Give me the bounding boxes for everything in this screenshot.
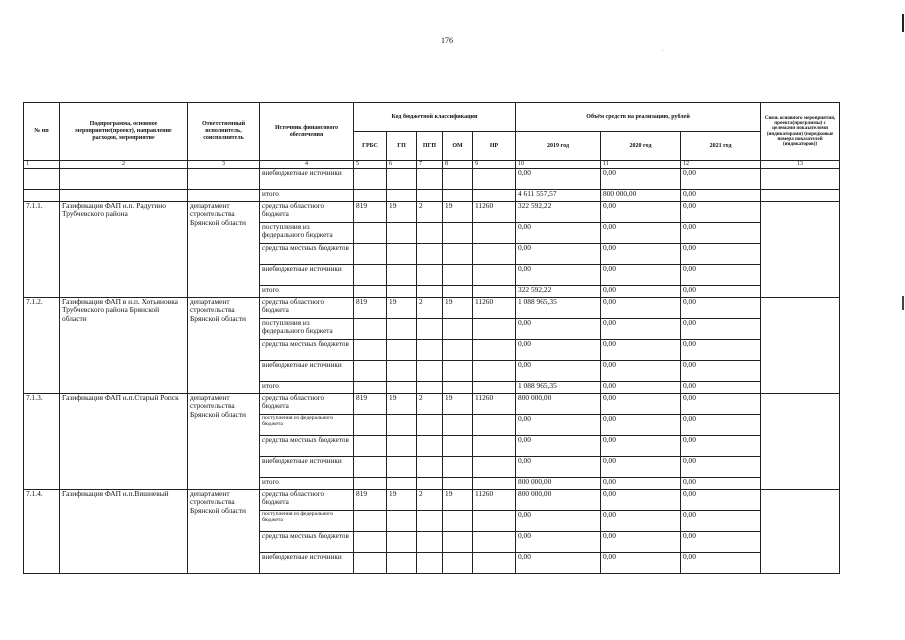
grbs-cell: 819 — [354, 298, 387, 319]
code-cell — [354, 169, 387, 190]
column-index-row — [24, 161, 840, 169]
value-2020: 0,00 — [601, 169, 681, 190]
source-cell: поступления из федерального бюджета — [260, 319, 354, 340]
value-2020: 0,00 — [601, 490, 681, 511]
header-link: Связь основного мероприятия, проекта(программы) с целевыми показателями (индикаторами) (порядковые номера показателей (индикаторов)) — [761, 103, 840, 161]
value-2021: 0,00 — [681, 202, 761, 223]
source-cell: средства местных бюджетов — [260, 532, 354, 553]
value-2021: 0,00 — [681, 436, 761, 457]
index-cell: 11 — [601, 161, 681, 169]
source-cell: поступления из федерального бюджета — [260, 415, 354, 436]
grbs-cell: 819 — [354, 202, 387, 223]
value-2019: 0,00 — [516, 340, 601, 361]
value-2019: 0,00 — [516, 319, 601, 340]
name-cell: Газификация ФАП н.п.Старый Ропск — [60, 394, 188, 490]
index-cell: 8 — [443, 161, 473, 169]
value-2021: 0,00 — [681, 532, 761, 553]
responsible-cell: департамент строительства Брянской области — [188, 202, 260, 298]
header-grbs: ГРБС — [354, 132, 387, 161]
value-2020: 0,00 — [601, 457, 681, 478]
value-2019: 0,00 — [516, 532, 601, 553]
source-cell: средства местных бюджетов — [260, 244, 354, 265]
index-cell: 13 — [761, 161, 840, 169]
value-2020: 0,00 — [601, 415, 681, 436]
value-2020: 0,00 — [601, 244, 681, 265]
om-cell: 19 — [443, 202, 473, 223]
source-cell: внебюджетные источники — [260, 169, 354, 190]
responsible-cell: департамент строительства Брянской области — [188, 298, 260, 394]
link-cell — [761, 394, 840, 490]
value-2020: 800 000,00 — [601, 190, 681, 202]
code-cell — [443, 169, 473, 190]
value-2019: 800 000,00 — [516, 394, 601, 415]
value-2021: 0,00 — [681, 490, 761, 511]
value-2019: 1 088 965,35 — [516, 298, 601, 319]
value-2021: 0,00 — [681, 511, 761, 532]
source-cell: итого — [260, 382, 354, 394]
value-2019: 0,00 — [516, 169, 601, 190]
name-cell: Газификация ФАП в н.п. Хотьяновка Трубчевского района Брянской области — [60, 298, 188, 394]
scan-edge-mark — [899, 14, 904, 32]
index-cell: 4 — [260, 161, 354, 169]
value-2019: 322 592,22 — [516, 286, 601, 298]
source-cell: итого — [260, 190, 354, 202]
link-cell — [761, 169, 840, 190]
source-cell: средства областного бюджета — [260, 298, 354, 319]
value-2019: 0,00 — [516, 511, 601, 532]
value-2020: 0,00 — [601, 478, 681, 490]
source-cell: внебюджетные источники — [260, 553, 354, 574]
value-2021: 0,00 — [681, 244, 761, 265]
index-cell: 2 — [60, 161, 188, 169]
value-2020: 0,00 — [601, 202, 681, 223]
pgp-cell: 2 — [417, 298, 443, 319]
num-cell — [24, 169, 60, 190]
index-cell: 5 — [354, 161, 387, 169]
index-cell: 7 — [417, 161, 443, 169]
code-cell — [387, 169, 417, 190]
nr-cell: 11260 — [473, 394, 516, 415]
header-2020: 2020 год — [601, 132, 681, 161]
value-2021: 0,00 — [681, 169, 761, 190]
name-cell: Газификация ФАП н.п.Вишневый — [60, 490, 188, 574]
value-2020: 0,00 — [601, 382, 681, 394]
value-2020: 0,00 — [601, 265, 681, 286]
source-cell: итого — [260, 286, 354, 298]
index-cell: 10 — [516, 161, 601, 169]
gp-cell: 19 — [387, 490, 417, 511]
responsible-cell — [188, 169, 260, 190]
header-nr: НР — [473, 132, 516, 161]
value-2021: 0,00 — [681, 394, 761, 415]
num-cell: 7.1.1. — [24, 202, 60, 298]
nr-cell: 11260 — [473, 202, 516, 223]
value-2020: 0,00 — [601, 298, 681, 319]
header-2019: 2019 год — [516, 132, 601, 161]
value-2020: 0,00 — [601, 394, 681, 415]
source-cell: средства областного бюджета — [260, 394, 354, 415]
source-cell: поступления из федерального бюджета — [260, 511, 354, 532]
table-row — [24, 394, 840, 415]
name-cell — [60, 169, 188, 190]
name-cell: Газификация ФАП н.п. Радутино Трубчевского района — [60, 202, 188, 298]
value-2021: 0,00 — [681, 223, 761, 244]
om-cell: 19 — [443, 490, 473, 511]
source-cell: средства местных бюджетов — [260, 436, 354, 457]
link-cell — [761, 298, 840, 394]
table-header — [24, 103, 840, 169]
responsible-cell: департамент строительства Брянской области — [188, 490, 260, 574]
gp-cell: 19 — [387, 202, 417, 223]
pgp-cell: 2 — [417, 202, 443, 223]
value-2021: 0,00 — [681, 415, 761, 436]
value-2021: 0,00 — [681, 478, 761, 490]
value-2020: 0,00 — [601, 532, 681, 553]
scan-dot: · — [662, 48, 664, 54]
source-cell: средства областного бюджета — [260, 202, 354, 223]
value-2019: 0,00 — [516, 436, 601, 457]
grbs-cell: 819 — [354, 490, 387, 511]
header-2021: 2021 год — [681, 132, 761, 161]
value-2021: 0,00 — [681, 382, 761, 394]
source-cell: внебюджетные источники — [260, 457, 354, 478]
code-cell — [473, 169, 516, 190]
pgp-cell: 2 — [417, 394, 443, 415]
num-cell: 7.1.3. — [24, 394, 60, 490]
code-cell — [417, 169, 443, 190]
om-cell: 19 — [443, 298, 473, 319]
header-gp: ГП — [387, 132, 417, 161]
value-2020: 0,00 — [601, 319, 681, 340]
link-cell — [761, 490, 840, 574]
value-2020: 0,00 — [601, 223, 681, 244]
index-cell: 6 — [387, 161, 417, 169]
value-2021: 0,00 — [681, 298, 761, 319]
value-2021: 0,00 — [681, 286, 761, 298]
value-2020: 0,00 — [601, 553, 681, 574]
source-cell: средства местных бюджетов — [260, 340, 354, 361]
source-cell: итого — [260, 478, 354, 490]
table-row — [24, 202, 840, 223]
value-2021: 0,00 — [681, 457, 761, 478]
gp-cell: 19 — [387, 394, 417, 415]
table-row — [24, 169, 840, 190]
value-2019: 1 088 965,35 — [516, 382, 601, 394]
index-cell: 12 — [681, 161, 761, 169]
value-2021: 0,00 — [681, 340, 761, 361]
value-2019: 0,00 — [516, 244, 601, 265]
num-cell: 7.1.2. — [24, 298, 60, 394]
page-number: 176 — [441, 36, 453, 45]
value-2021: 0,00 — [681, 265, 761, 286]
header-responsible: Ответственный исполнитель, соисполнитель — [188, 103, 260, 161]
value-2019: 0,00 — [516, 223, 601, 244]
header-budget-code: Код бюджетной классификации — [354, 103, 516, 132]
index-cell: 1 — [24, 161, 60, 169]
value-2020: 0,00 — [601, 511, 681, 532]
nr-cell: 11260 — [473, 490, 516, 511]
value-2019: 0,00 — [516, 553, 601, 574]
om-cell: 19 — [443, 394, 473, 415]
index-cell: 3 — [188, 161, 260, 169]
value-2019: 4 611 557,57 — [516, 190, 601, 202]
value-2020: 0,00 — [601, 361, 681, 382]
value-2019: 0,00 — [516, 457, 601, 478]
header-subprogram: Подпрограмма, основное мероприятие(проект), направление расходов, мероприятие — [60, 103, 188, 161]
header-source: Источник финансового обеспечения — [260, 103, 354, 161]
grbs-cell: 819 — [354, 394, 387, 415]
value-2021: 0,00 — [681, 361, 761, 382]
value-2021: 0,00 — [681, 319, 761, 340]
value-2019: 0,00 — [516, 361, 601, 382]
num-cell: 7.1.4. — [24, 490, 60, 574]
header-num: № пп — [24, 103, 60, 161]
total-row — [24, 190, 840, 202]
value-2019: 0,00 — [516, 415, 601, 436]
gp-cell: 19 — [387, 298, 417, 319]
nr-cell: 11260 — [473, 298, 516, 319]
source-cell: поступления из федерального бюджета — [260, 223, 354, 244]
value-2021: 0,00 — [681, 190, 761, 202]
source-cell: внебюджетные источники — [260, 361, 354, 382]
source-cell: внебюджетные источники — [260, 265, 354, 286]
pgp-cell: 2 — [417, 490, 443, 511]
index-cell: 9 — [473, 161, 516, 169]
value-2019: 0,00 — [516, 265, 601, 286]
link-cell — [761, 202, 840, 298]
table-row — [24, 298, 840, 319]
header-volume: Объём средств на реализацию, рублей — [516, 103, 761, 132]
value-2019: 322 592,22 — [516, 202, 601, 223]
value-2021: 0,00 — [681, 553, 761, 574]
header-pgp: ПГП — [417, 132, 443, 161]
table-row — [24, 490, 840, 511]
source-cell: средства областного бюджета — [260, 490, 354, 511]
value-2020: 0,00 — [601, 340, 681, 361]
value-2019: 800 000,00 — [516, 490, 601, 511]
header-om: ОМ — [443, 132, 473, 161]
value-2020: 0,00 — [601, 436, 681, 457]
value-2019: 800 000,00 — [516, 478, 601, 490]
budget-table — [23, 102, 840, 574]
scan-edge-mark — [899, 296, 904, 310]
responsible-cell: департамент строительства Брянской области — [188, 394, 260, 490]
value-2020: 0,00 — [601, 286, 681, 298]
